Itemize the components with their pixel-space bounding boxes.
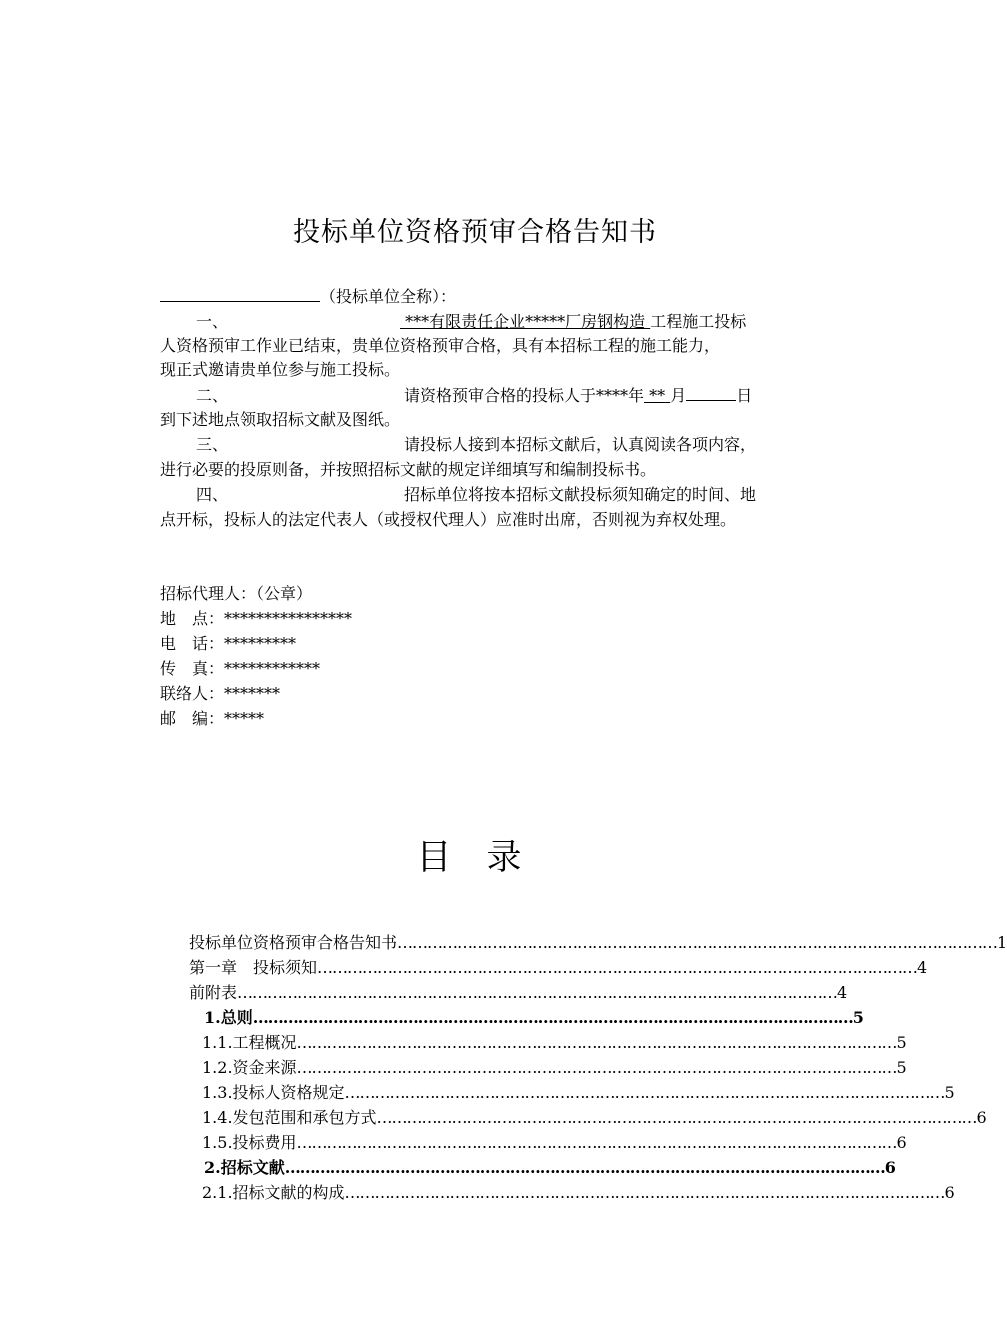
toc-entry[interactable]: 1.2. 资金来源 ………………………………………………………………………………………………………… 5 — [202, 1058, 907, 1077]
toc-entry[interactable]: 前附表 ………………………………………………………………………………………………………… 4 — [189, 983, 848, 1002]
p4-num: 四、 — [196, 485, 229, 504]
addressee-suffix: （投标单位全称）： — [320, 287, 457, 306]
toc-entry[interactable]: 1.1. 工程概况 ………………………………………………………………………………………………………… 5 — [202, 1033, 907, 1052]
p1-line2: 人资格预审工作业已结束，贵单位资格预审合格，具有本招标工程的施工能力， — [160, 336, 721, 355]
toc-entry[interactable]: 第一章 投标须知 ………………………………………………………………………………………………………… 4 — [189, 958, 928, 977]
toc-entry[interactable]: 投标单位资格预审合格告知书 ………………………………………………………………………………………………………… 1 — [189, 933, 1007, 952]
contact-person: 联络人：******* — [160, 684, 281, 703]
p2-num: 二、 — [196, 386, 229, 405]
p2-month-label: 月 — [670, 386, 687, 405]
p2-line2: 到下述地点领取招标文献及图纸。 — [160, 410, 401, 429]
toc-entry[interactable]: 2. 招标文献 ………………………………………………………………………………………………………… 6 — [204, 1158, 896, 1177]
p2-line1 — [404, 383, 752, 406]
p1-line1-tail: 工程施工投标 — [650, 312, 747, 331]
addressee-line — [160, 284, 456, 307]
toc-entry[interactable]: 1. 总则 ………………………………………………………………………………………………………… 5 — [204, 1008, 864, 1027]
p1-line3: 现正式邀请贵单位参与施工投标。 — [160, 360, 401, 379]
toc-entry[interactable]: 1.4. 发包范围和承包方式 ………………………………………………………………………………………………………… 6 — [202, 1108, 987, 1127]
addressee-blank — [160, 300, 320, 302]
contact-postcode: 邮 编：***** — [160, 709, 265, 728]
p2-day-label: 日 — [736, 386, 753, 405]
p2-month-value: ** — [649, 386, 666, 405]
p3-line2: 进行必要的投原则备，并按照招标文献的规定详细填写和编制投标书。 — [160, 460, 657, 479]
p2-text: 请资格预审合格的投标人于****年 — [404, 386, 645, 405]
toc-entry[interactable]: 2.1. 招标文献的构成 ………………………………………………………………………………………………………… 6 — [202, 1183, 955, 1202]
agent-line: 招标代理人：（公章） — [160, 584, 313, 603]
p3-num: 三、 — [196, 435, 229, 454]
contact-fax: 传 真：************ — [160, 659, 321, 678]
p2-day-blank — [686, 399, 736, 401]
contact-phone: 电 话：********* — [160, 634, 297, 653]
p1-project-name: ***有限责任企业*****厂房钢构造 — [405, 312, 646, 331]
p4-line1: 招标单位将按本招标文献投标须知确定的时间、地 — [404, 485, 757, 504]
notice-title: 投标单位资格预审合格告知书 — [293, 217, 657, 248]
p1-line1 — [400, 309, 746, 332]
p4-line2: 点开标，投标人的法定代表人（或授权代理人）应准时出席，否则视为弃权处理。 — [160, 510, 737, 529]
p1-num: 一、 — [196, 312, 229, 331]
toc-entry[interactable]: 1.3. 投标人资格规定 ………………………………………………………………………………………………………… 5 — [202, 1083, 955, 1102]
toc-entry[interactable]: 1.5. 投标费用 ………………………………………………………………………………………………………… 6 — [202, 1133, 907, 1152]
toc-title: 目 录 — [416, 838, 534, 878]
contact-address: 地 点：**************** — [160, 609, 353, 628]
p3-line1: 请投标人接到本招标文献后，认真阅读各项内容， — [404, 435, 757, 454]
